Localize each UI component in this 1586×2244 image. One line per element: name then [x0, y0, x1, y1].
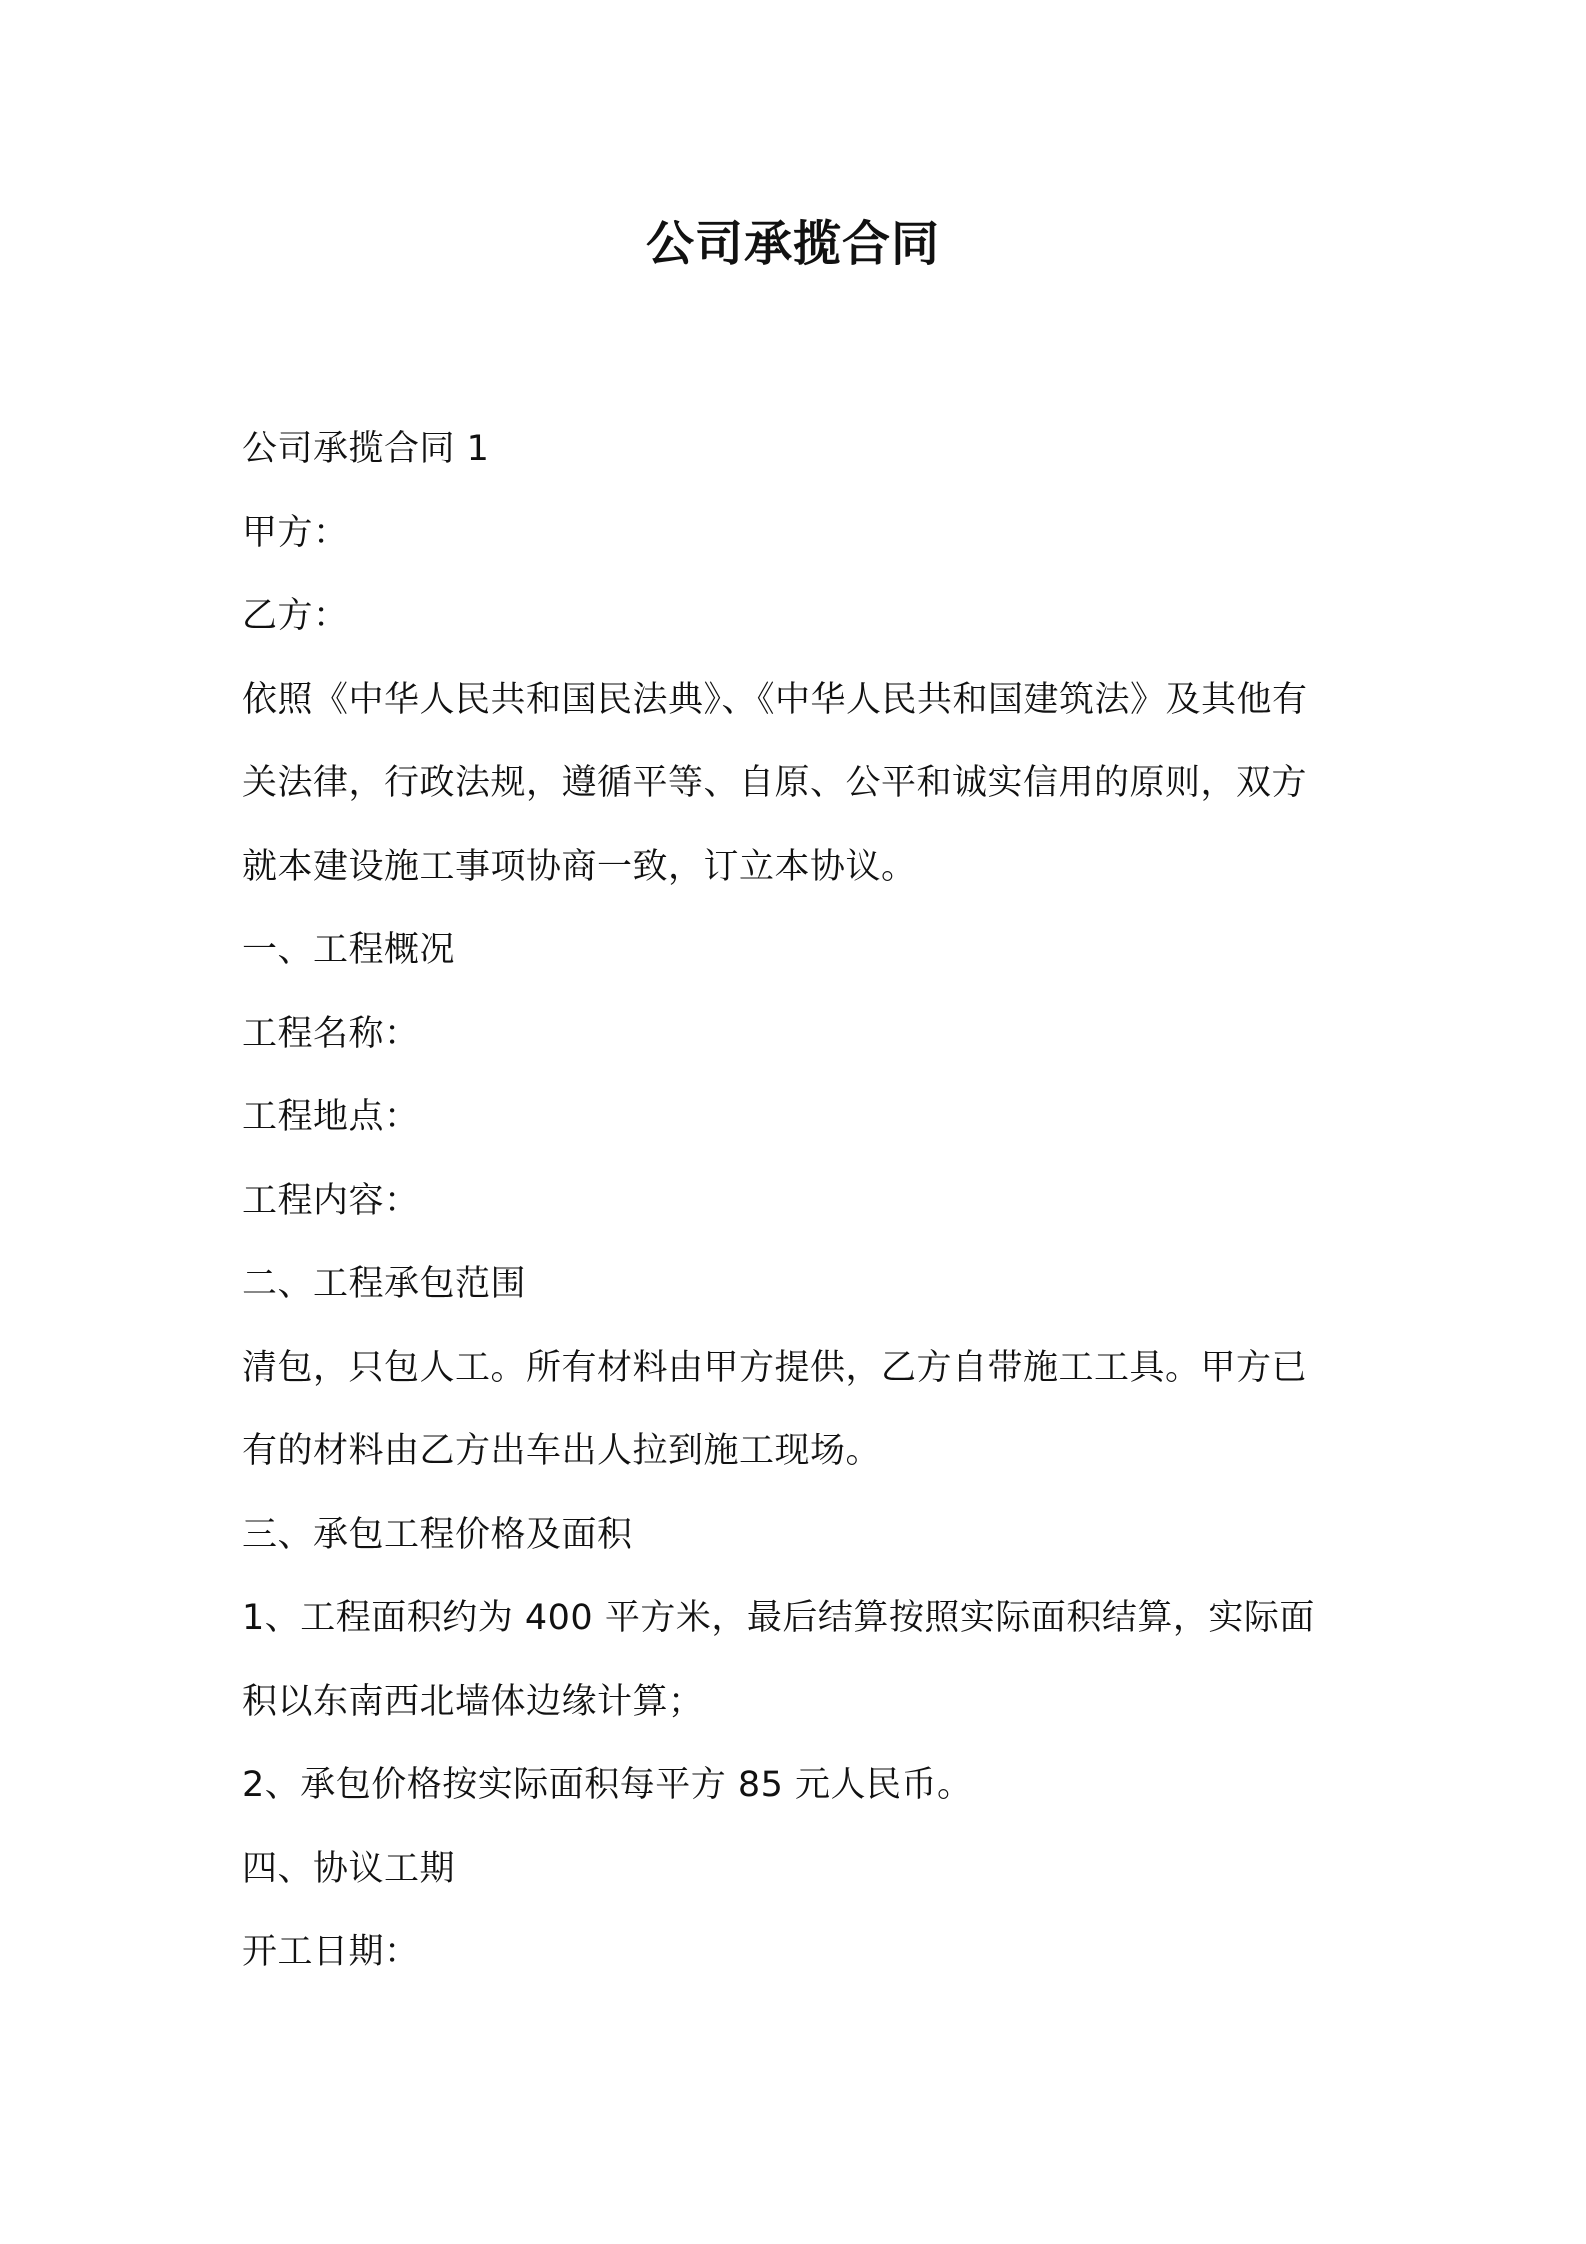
contract-subtitle: 公司承揽合同 1	[242, 429, 490, 469]
party-a-line: 甲方：	[242, 512, 349, 553]
party-b-line: 乙方：	[242, 596, 349, 636]
area-clause-line-2: 积以东南西北墙体边缘计算；	[242, 1681, 704, 1722]
scope-line-1: 清包，只包人工。所有材料由甲方提供，乙方自带施工工具。甲方已	[242, 1347, 1308, 1388]
document-title: 公司承揽合同	[645, 216, 940, 272]
preamble-line-1: 依照《中华人民共和国民法典》、《中华人民共和国建筑法》及其他有	[242, 679, 1308, 720]
project-content-line: 工程内容：	[242, 1180, 420, 1221]
document-body	[242, 408, 1352, 1995]
section-heading-scope: 二、工程承包范围	[242, 1264, 527, 1304]
section-heading-price-area: 三、承包工程价格及面积	[242, 1514, 633, 1555]
section-heading-project-overview: 一、工程概况	[242, 930, 456, 970]
start-date-line: 开工日期：	[242, 1932, 420, 1972]
price-clause-line: 2、承包价格按实际面积每平方 85 元人民币。	[242, 1765, 973, 1805]
scope-line-2: 有的材料由乙方出车出人拉到施工现场。	[242, 1431, 882, 1471]
section-heading-schedule: 四、协议工期	[242, 1848, 456, 1889]
project-name-line: 工程名称：	[242, 1013, 420, 1054]
preamble-line-2: 关法律，行政法规，遵循平等、自原、公平和诚实信用的原则，双方	[242, 763, 1308, 803]
project-location-line: 工程地点：	[242, 1097, 420, 1137]
area-clause-line-1: 1、工程面积约为 400 平方米，最后结算按照实际面积结算，实际面	[242, 1598, 1315, 1638]
preamble-line-3: 就本建设施工事项协商一致，订立本协议。	[242, 846, 917, 887]
